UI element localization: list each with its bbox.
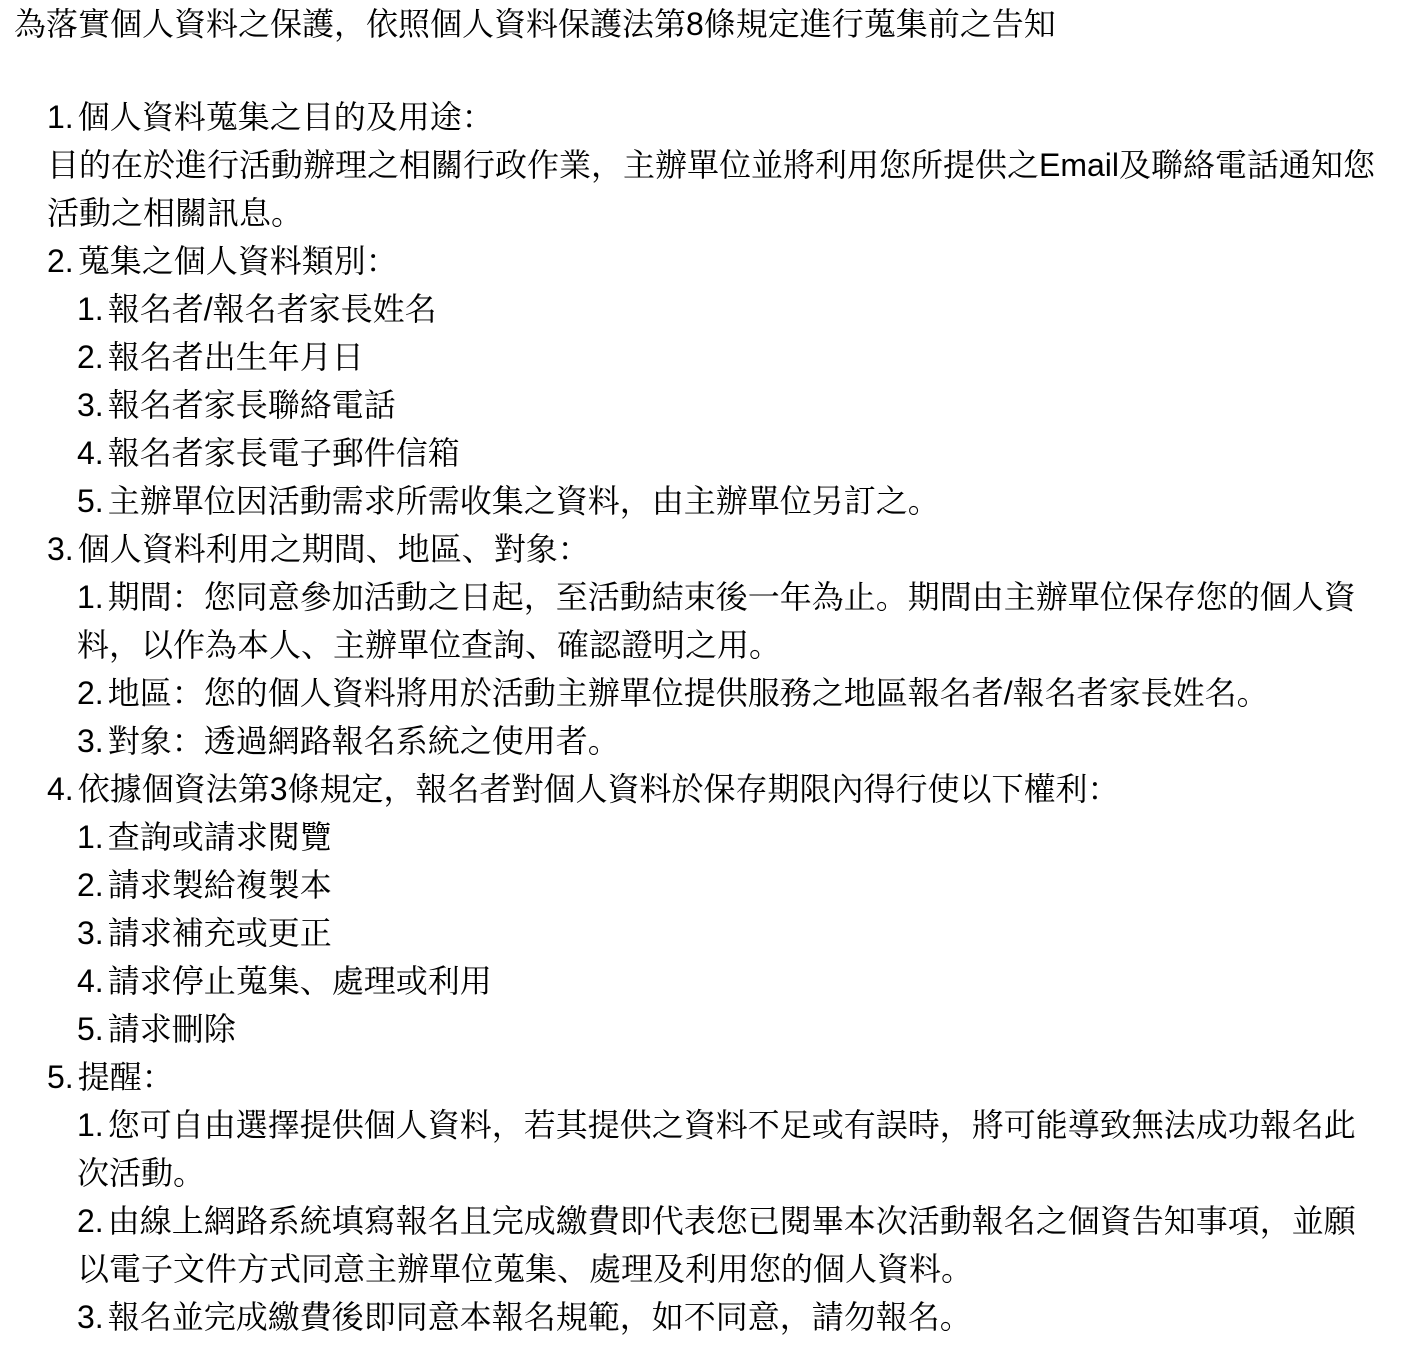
list-item-number: 1. bbox=[77, 291, 104, 327]
list-item-text: 您可自由選擇提供個人資料，若其提供之資料不足或有誤時，將可能導致無法成功報名此次活動。 bbox=[77, 1107, 1356, 1191]
list-item-number: 5. bbox=[77, 1011, 104, 1047]
list-item-number: 1. bbox=[77, 1107, 104, 1143]
list-item-text: 請求刪除 bbox=[107, 1011, 236, 1047]
list-item bbox=[77, 573, 1386, 669]
section-title: 個人資料利用之期間、地區、對象： bbox=[77, 531, 590, 567]
list-item bbox=[77, 957, 1386, 1005]
section-title: 依據個資法第3條規定，報名者對個人資料於保存期限內得行使以下權利： bbox=[77, 771, 1120, 807]
list-item-number: 3. bbox=[77, 915, 104, 951]
list-item-text: 請求補充或更正 bbox=[107, 915, 332, 951]
list-item bbox=[77, 477, 1386, 525]
section-number: 2. bbox=[47, 243, 74, 279]
list-item-number: 3. bbox=[77, 723, 104, 759]
list-item bbox=[77, 1197, 1386, 1293]
section-usage-scope bbox=[47, 525, 1386, 765]
section-body-text: 目的在於進行活動辦理之相關行政作業，主辦單位並將利用您所提供之Email及聯絡電話通知您活動之相關訊息。 bbox=[47, 147, 1376, 231]
list-item-number: 1. bbox=[77, 819, 104, 855]
list-item bbox=[77, 1005, 1386, 1053]
section-title: 蒐集之個人資料類別： bbox=[77, 243, 398, 279]
list-item-text: 查詢或請求閱覽 bbox=[107, 819, 332, 855]
privacy-notice-document bbox=[14, 0, 1386, 1341]
section-number: 1. bbox=[47, 99, 74, 135]
list-item-text: 請求製給複製本 bbox=[107, 867, 332, 903]
section-rights bbox=[47, 765, 1386, 1053]
notice-intro-paragraph: 為落實個人資料之保護，依照個人資料保護法第8條規定進行蒐集前之告知 bbox=[14, 6, 1056, 42]
list-item bbox=[77, 285, 1386, 333]
list-item bbox=[77, 381, 1386, 429]
list-item-text: 請求停止蒐集、處理或利用 bbox=[107, 963, 492, 999]
list-item-text: 主辦單位因活動需求所需收集之資料，由主辦單位另訂之。 bbox=[107, 483, 940, 519]
section-data-categories bbox=[47, 237, 1386, 525]
list-item-text: 由線上網路系統填寫報名且完成繳費即代表您已閱畢本次活動報名之個資告知事項，並願以電子文件方式同意主辦單位蒐集、處理及利用您的個人資料。 bbox=[77, 1203, 1356, 1287]
section-title: 個人資料蒐集之目的及用途： bbox=[77, 99, 494, 135]
data-categories-list bbox=[47, 285, 1386, 525]
list-item-number: 2. bbox=[77, 339, 104, 375]
section-number: 4. bbox=[47, 771, 74, 807]
section-title: 提醒： bbox=[77, 1059, 174, 1095]
list-item bbox=[77, 669, 1386, 717]
reminders-list bbox=[47, 1101, 1386, 1341]
list-item bbox=[77, 861, 1386, 909]
list-item-number: 3. bbox=[77, 387, 104, 423]
list-item-text: 對象：透過網路報名系統之使用者。 bbox=[107, 723, 620, 759]
list-item-number: 3. bbox=[77, 1299, 104, 1335]
rights-list bbox=[47, 813, 1386, 1053]
list-item bbox=[77, 909, 1386, 957]
list-item-text: 期間：您同意參加活動之日起，至活動結束後一年為止。期間由主辦單位保存您的個人資料，以作為本人、主辦單位查詢、確認證明之用。 bbox=[77, 579, 1356, 663]
list-item-text: 報名者出生年月日 bbox=[107, 339, 364, 375]
notice-section-list bbox=[14, 93, 1386, 1341]
section-purpose bbox=[47, 93, 1386, 237]
list-item bbox=[77, 429, 1386, 477]
list-item bbox=[77, 813, 1386, 861]
list-item-number: 2. bbox=[77, 675, 104, 711]
list-item bbox=[77, 1293, 1386, 1341]
list-item-number: 5. bbox=[77, 483, 104, 519]
list-item bbox=[77, 717, 1386, 765]
list-item-text: 報名者/報名者家長姓名 bbox=[107, 291, 437, 327]
list-item-text: 報名並完成繳費後即同意本報名規範，如不同意，請勿報名。 bbox=[107, 1299, 972, 1335]
list-item-text: 地區：您的個人資料將用於活動主辦單位提供服務之地區報名者/報名者家長姓名。 bbox=[107, 675, 1269, 711]
list-item-number: 1. bbox=[77, 579, 104, 615]
usage-scope-list bbox=[47, 573, 1386, 765]
section-number: 5. bbox=[47, 1059, 74, 1095]
section-reminders bbox=[47, 1053, 1386, 1341]
list-item-number: 2. bbox=[77, 1203, 104, 1239]
list-item-number: 4. bbox=[77, 435, 104, 471]
list-item-text: 報名者家長電子郵件信箱 bbox=[107, 435, 460, 471]
list-item-number: 2. bbox=[77, 867, 104, 903]
section-number: 3. bbox=[47, 531, 74, 567]
list-item bbox=[77, 333, 1386, 381]
list-item-number: 4. bbox=[77, 963, 104, 999]
list-item-text: 報名者家長聯絡電話 bbox=[107, 387, 396, 423]
list-item bbox=[77, 1101, 1386, 1197]
